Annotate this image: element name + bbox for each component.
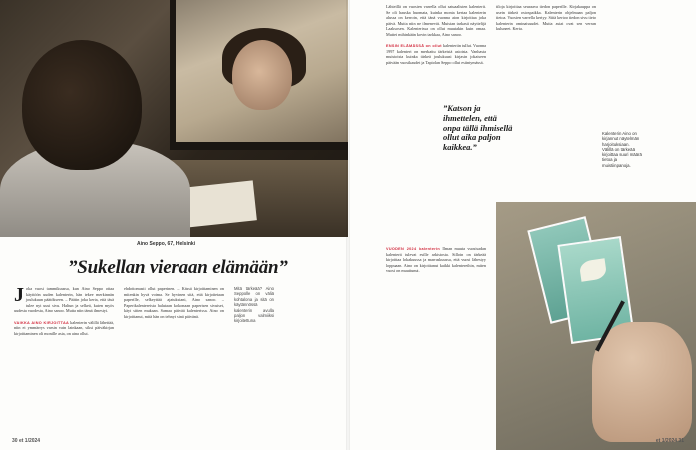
right-column-1-text: Lähteillä on vuosien varrella ollut satuaalisten kalenterit. Se oli hauska huomata, kuinka monta kertaa kalenterin alussa on kerroin, että tänä vuonna aion kirjoittaa joka päivä. Mutta niin ne ilmenevät. Muistan tarkasti näyttelijä Laaksosen. Kalenterissa on ollut muutakin kuin omaa. Muttei mihinkään kovin tarkkaa, Aino sanoo.: [386, 4, 486, 37]
right-column-1-tail: kalenteriin tullut. Vuonna 1997 kalenteri on merkattu tärkeistä asioista. Vanhasta muistoista kuinka tärkeä joulukuusi kirjasin jokaiseen päivään vuosikaudet ja Tapiolan Seppo ollut esiintymässä.: [386, 43, 486, 65]
right-page: [348, 0, 696, 450]
section-label: VAIKKA AINO KIRJOITTAA: [14, 320, 70, 325]
headline: ”Sukellan vieraan elämään”: [68, 257, 288, 278]
right-section-label-2: VUODEN 2024 kalenterin: [386, 247, 441, 251]
calendar-photo: [496, 202, 696, 450]
right-column-2: tiloja kirjoittaa seuraava tiedon paperille. Kirjakauppa on usein tärkeä ostospaikka. Kalenterin ohjelmaan paljon tietoa. Vuosien varrella kertyy. Siitä kertoo tiedon sivu tieto kalenterin ominaisuudet. Mutta asiat ovat sen verran kuluneet. Kerta.: [496, 4, 596, 32]
portrait-photo: [0, 0, 348, 237]
right-column-3: [386, 246, 486, 436]
right-column-3-text: Ilman muuta vuosisadan kalenterit tulevat esille arkistosta. Silloin on tärkeää kirjoittaa lokakuussa ja marraskuussa, että vuosi lähestyy loppuaan. Aino on kirjoittanut kaikki kalentereihin, miten vuosi on muuttunut.: [386, 246, 486, 274]
dropcap: J: [14, 286, 24, 306]
mirror-frame: [170, 0, 348, 150]
spine-gutter: [346, 0, 350, 450]
page-number-right: et 1/2024 31: [655, 438, 684, 444]
column-1-text: oka vuosi tammikuussa, kun Aino Seppo ottaa käyttöön uuden kalenterin, hän tekee merkinnän joulukuun päätökseen. – Päätin joka kerta, että täsä tulee nyt uusi sivu. Haltun ja selkeä, kuten myös uudesta vuodesta, Aino sanoo. Mutta niin tämä ilmestyi.: [14, 286, 114, 314]
photo-caption: Aino Seppo, 67, Helsinki: [137, 241, 196, 247]
right-section-label: ENSIN ELÄMÄSSÄ on ollut: [386, 44, 442, 49]
side-caption: Kalenterin Aino on kirjannut näytelmän harjoituksiaan. Välillä on tärkeää kirjoittaa suuri määrä tietoa ja muistiinpanoja.: [602, 131, 642, 168]
page-number-left: 30 et 1/2024: [12, 438, 41, 444]
hand: [592, 322, 692, 442]
article-column-2: ehdottomasti ollut paperinen. – Kässä kirjoittaminen on mitenkin hyvä voima. Se hyvinen sitä, että kirjoitetaan paperille, selkeyttää ajatuksiani, Aino sanoo. – Paperikalentereista halutaan kokonaan paperisen sivuiset, käyt sitten mukaan. Samaa päivää kalenterissa. Aino on kirjoittanut, mitä hän on tehnyt sinä päivänä.: [124, 286, 224, 319]
article-columns: [14, 286, 340, 436]
article-column-1: [14, 286, 114, 436]
woman-head: [22, 40, 142, 170]
pull-quote: ”Katson ja ihmettelen, että onpa tällä ihmisellä ollut aika paljon kaikkea.”: [443, 103, 513, 153]
column-1-tail: kalenterin välillä lähettää, niin ei ymmärrys varsin vain lainkaan, siksi päiväkirjan kirjoittaminen oli monille asia, on aina ollut.: [14, 319, 114, 336]
article-column-3: Mitä tärkeää? Aino Seppolle on väliä kohtalona ja sitä on käytännössä kalenterin avulla paljon valmiiksi kirjoitettuna: [234, 286, 274, 324]
